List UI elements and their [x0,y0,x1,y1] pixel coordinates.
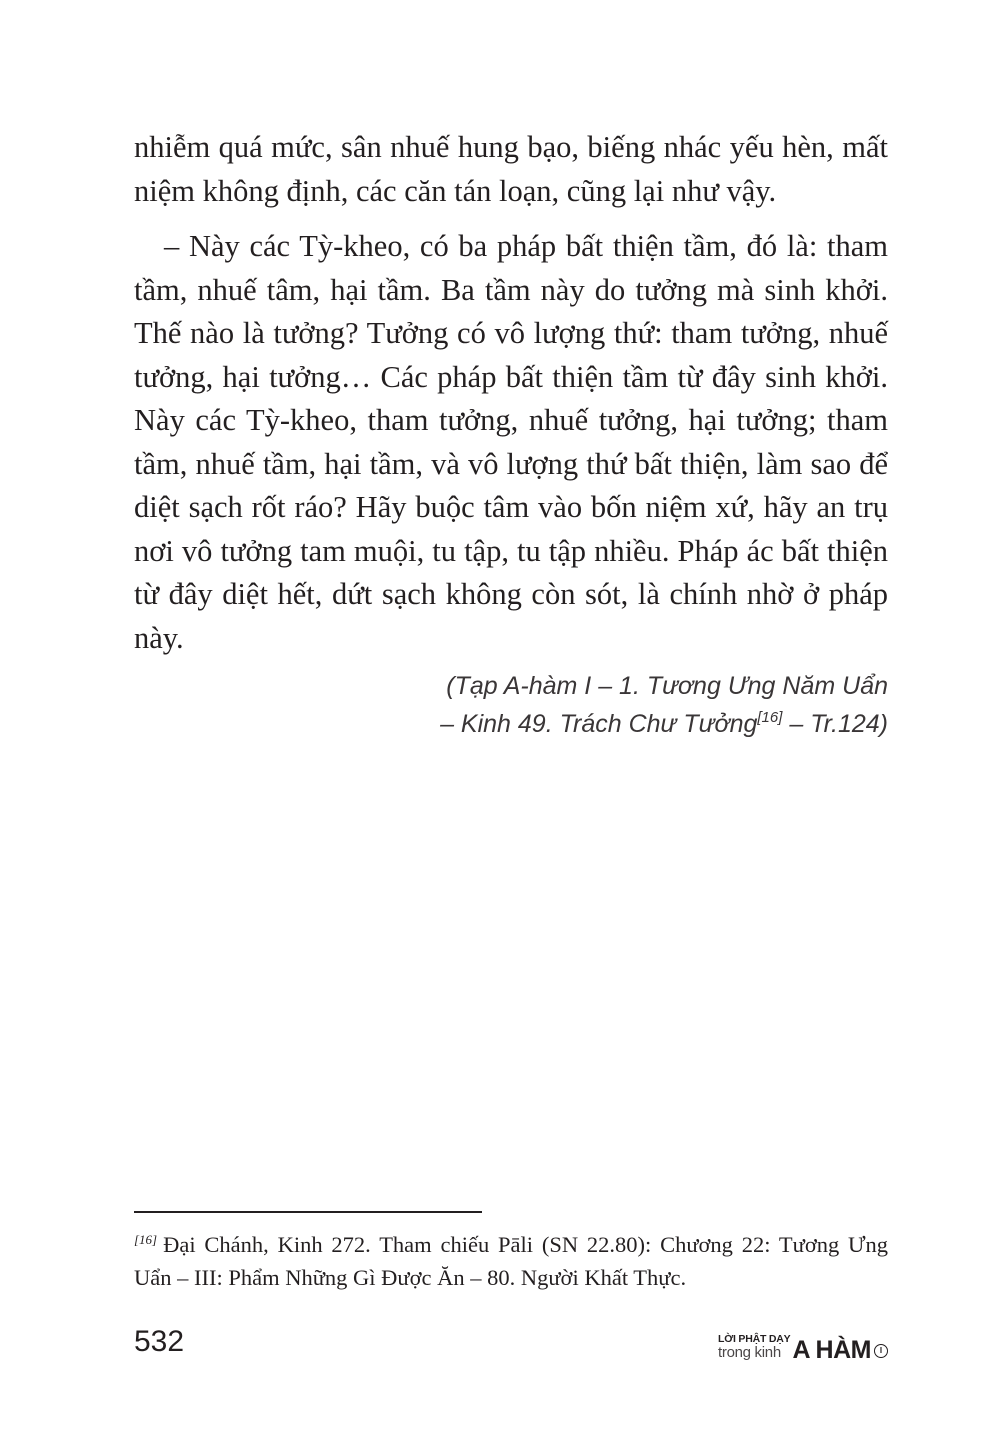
citation-line-1: (Tạp A-hàm I – 1. Tương Ưng Năm Uẩn [446,672,888,700]
logo-volume-badge: I [874,1344,888,1358]
page-number: 532 [134,1325,185,1358]
source-citation [440,667,888,743]
logo-top-text: LỜI PHẬT DẠY [718,1333,791,1345]
citation-footnote-ref[interactable]: [16] [757,709,783,726]
logo-subtitle [718,1334,790,1360]
citation-line-2-text: – Kinh 49. Trách Chư Tưởng [440,710,758,738]
citation-line-2 [440,705,888,743]
footnote-divider [134,1211,482,1213]
body-paragraph-2: – Này các Tỳ-kheo, có ba pháp bất thiện tầm, đó là: tham tầm, nhuế tâm, hại tầm. Ba tầm này do tưởng mà sinh khởi. Thế nào là tưởng? Tưởng có vô lượng thứ: tham tưởng, nhuế tưởng, hại tưởng… Các pháp bất thiện tầm từ đây sinh khởi. Này các Tỳ-kheo, tham tưởng, nhuế tưởng, hại tưởng; tham tầm, nhuế tầm, hại tầm, và vô lượng thứ bất thiện, làm sao để diệt sạch rốt ráo? Hãy buộc tâm vào bốn niệm xứ, hãy an trụ nơi vô tưởng tam muội, tu tập, tu tập nhiều. Pháp ác bất thiện từ đây diệt hết, dứt sạch không còn sót, là chính nhờ ở pháp này. [134,229,888,655]
book-series-logo [718,1330,888,1364]
footnote [134,1228,888,1294]
citation-line-2-end: – Tr.124) [782,710,888,738]
logo-main-text: A HÀM [792,1335,871,1364]
footnote-marker: [16] [134,1232,158,1247]
footnote-text: Đại Chánh, Kinh 272. Tham chiếu Pāli (SN 22.80): Chương 22: Tương Ưng Uẩn – III: Phẩm Những Gì Được Ăn – 80. Người Khất Thực. [134,1232,888,1290]
logo-bottom-text: trong kinh [718,1344,781,1361]
body-paragraph-1: nhiễm quá mức, sân nhuế hung bạo, biếng nhác yếu hèn, mất niệm không định, các căn tán loạn, cũng lại như vậy. [134,130,888,208]
